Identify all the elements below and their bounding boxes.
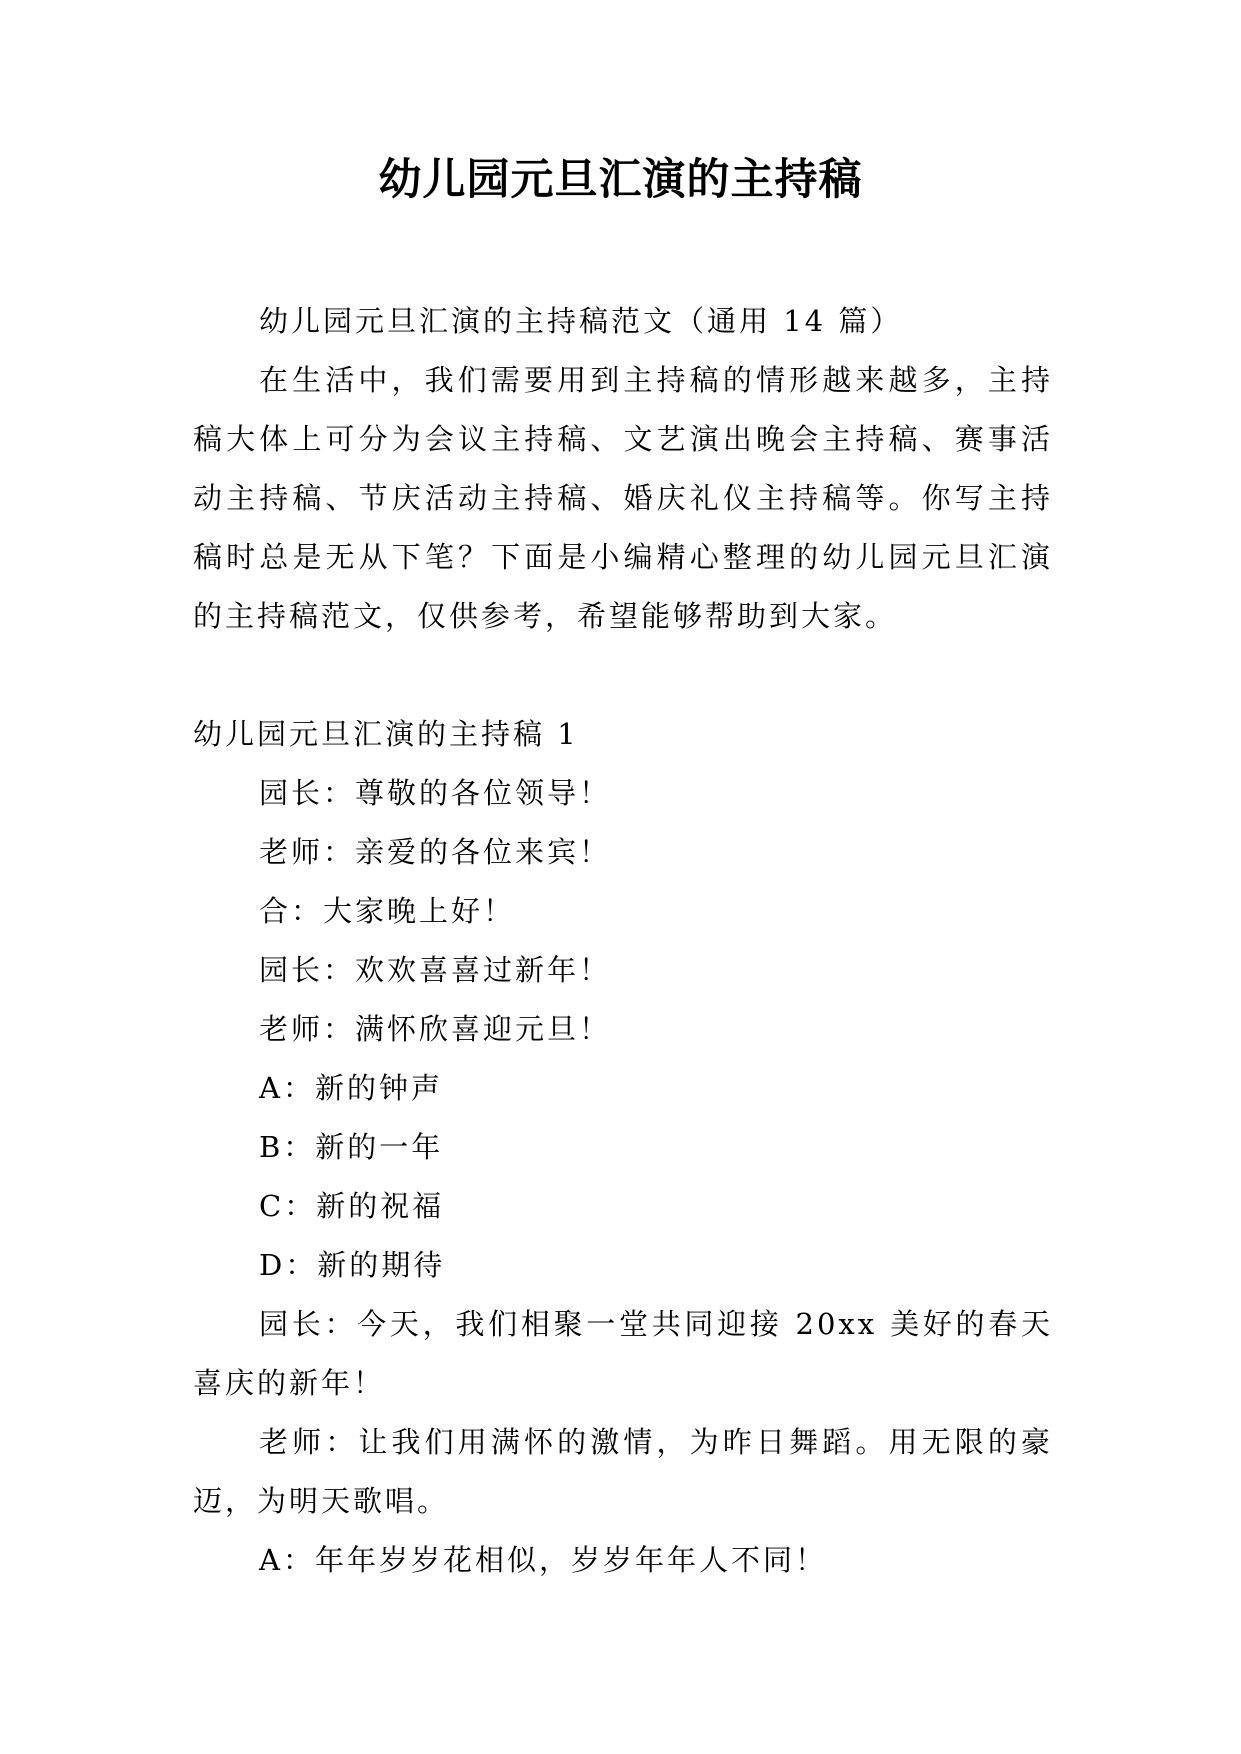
script-line: C：新的祝福 [259,1189,445,1223]
script-line: D：新的期待 [259,1248,446,1282]
section-heading: 幼儿园元旦汇演的主持稿 1 [193,717,579,751]
script-line: 老师：让我们用满怀的激情，为昨日舞蹈。用无限的豪迈，为明天歌唱。 [193,1425,1053,1518]
intro-paragraph: 在生活中，我们需要用到主持稿的情形越来越多，主持稿大体上可分为会议主持稿、文艺演出晚会主持稿、赛事活动主持稿、节庆活动主持稿、婚庆礼仪主持稿等。你写主持稿时总是无从下笔？下面是小编精心整理的幼儿园元旦汇演的主持稿范文，仅供参考，希望能够帮助到大家。 [193,363,1053,633]
document-subtitle: 幼儿园元旦汇演的主持稿范文（通用 14 篇） [259,304,903,338]
script-line: 合：大家晚上好！ [259,894,516,928]
script-line: 园长：欢欢喜喜过新年！ [259,953,612,987]
document-title: 幼儿园元旦汇演的主持稿 [378,155,863,205]
paragraph-spacer [193,646,1053,705]
script-line: A：新的钟声 [259,1071,443,1105]
script-line: 园长：尊敬的各位领导！ [259,776,612,810]
script-line: 老师：满怀欣喜迎元旦！ [259,1012,612,1046]
document-body [193,292,1053,1590]
script-line: B：新的一年 [259,1130,444,1164]
script-line: 老师：亲爱的各位来宾！ [259,835,612,869]
script-line: 园长：今天，我们相聚一堂共同迎接 20xx 美好的春天喜庆的新年！ [193,1307,1053,1400]
script-line: A：年年岁岁花相似，岁岁年年人不同！ [259,1543,827,1577]
